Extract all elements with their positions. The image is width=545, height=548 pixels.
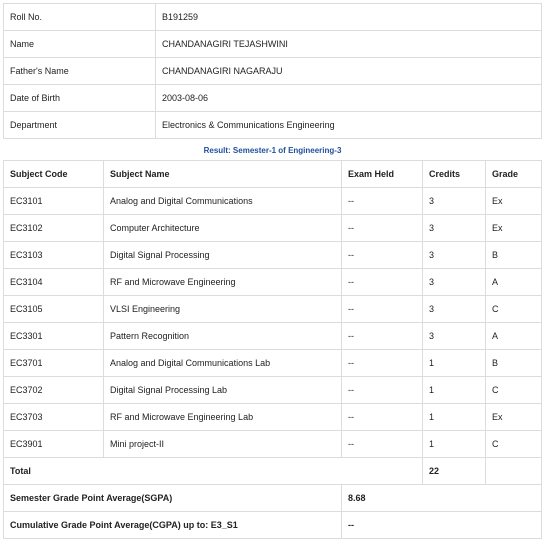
subject-exam-cell: -- bbox=[342, 431, 423, 458]
table-row bbox=[4, 323, 542, 350]
subject-name-cell: RF and Microwave Engineering Lab bbox=[104, 404, 342, 431]
subject-grade-cell: A bbox=[486, 323, 542, 350]
name-value: CHANDANAGIRI TEJASHWINI bbox=[156, 31, 542, 58]
total-credits: 22 bbox=[423, 458, 486, 485]
table-row bbox=[4, 296, 542, 323]
header-credits: Credits bbox=[423, 161, 486, 188]
cgpa-value: -- bbox=[342, 512, 542, 539]
subject-credits-cell: 1 bbox=[423, 377, 486, 404]
result-title: Result: Semester-1 of Engineering-3 bbox=[203, 146, 342, 155]
subject-code-cell: EC3104 bbox=[4, 269, 104, 296]
header-subject-code: Subject Code bbox=[4, 161, 104, 188]
sgpa-value: 8.68 bbox=[342, 485, 542, 512]
info-row-roll bbox=[4, 4, 542, 31]
subject-credits-cell: 1 bbox=[423, 350, 486, 377]
cgpa-row bbox=[4, 512, 542, 539]
table-row bbox=[4, 215, 542, 242]
subject-grade-cell: Ex bbox=[486, 188, 542, 215]
header-exam-held: Exam Held bbox=[342, 161, 423, 188]
subject-code-cell: EC3105 bbox=[4, 296, 104, 323]
subject-credits-cell: 3 bbox=[423, 242, 486, 269]
subject-grade-cell: C bbox=[486, 431, 542, 458]
subject-exam-cell: -- bbox=[342, 350, 423, 377]
table-row bbox=[4, 242, 542, 269]
table-row bbox=[4, 404, 542, 431]
subject-code-cell: EC3301 bbox=[4, 323, 104, 350]
father-label: Father's Name bbox=[4, 58, 156, 85]
subject-credits-cell: 3 bbox=[423, 269, 486, 296]
father-value: CHANDANAGIRI NAGARAJU bbox=[156, 58, 542, 85]
subject-exam-cell: -- bbox=[342, 404, 423, 431]
subject-name-cell: Digital Signal Processing Lab bbox=[104, 377, 342, 404]
subject-code-cell: EC3703 bbox=[4, 404, 104, 431]
info-row-dob bbox=[4, 85, 542, 112]
subject-exam-cell: -- bbox=[342, 242, 423, 269]
dob-label: Date of Birth bbox=[4, 85, 156, 112]
table-row bbox=[4, 431, 542, 458]
subject-name-cell: Analog and Digital Communications bbox=[104, 188, 342, 215]
table-row bbox=[4, 188, 542, 215]
subject-grade-cell: C bbox=[486, 296, 542, 323]
dept-value: Electronics & Communications Engineering bbox=[156, 112, 542, 139]
student-info-table bbox=[3, 3, 542, 139]
subject-name-cell: RF and Microwave Engineering bbox=[104, 269, 342, 296]
header-subject-name: Subject Name bbox=[104, 161, 342, 188]
subject-code-cell: EC3101 bbox=[4, 188, 104, 215]
sgpa-row bbox=[4, 485, 542, 512]
roll-label: Roll No. bbox=[4, 4, 156, 31]
total-label: Total bbox=[4, 458, 423, 485]
results-table bbox=[3, 160, 542, 539]
subject-exam-cell: -- bbox=[342, 215, 423, 242]
name-label: Name bbox=[4, 31, 156, 58]
cgpa-label: Cumulative Grade Point Average(CGPA) up to: E3_S1 bbox=[4, 512, 342, 539]
subject-credits-cell: 1 bbox=[423, 404, 486, 431]
subject-exam-cell: -- bbox=[342, 323, 423, 350]
subject-grade-cell: Ex bbox=[486, 215, 542, 242]
sgpa-label: Semester Grade Point Average(SGPA) bbox=[4, 485, 342, 512]
subject-grade-cell: Ex bbox=[486, 404, 542, 431]
roll-value: B191259 bbox=[156, 4, 542, 31]
table-row bbox=[4, 377, 542, 404]
subject-code-cell: EC3103 bbox=[4, 242, 104, 269]
table-row bbox=[4, 269, 542, 296]
subject-name-cell: VLSI Engineering bbox=[104, 296, 342, 323]
subject-name-cell: Mini project-II bbox=[104, 431, 342, 458]
subject-code-cell: EC3102 bbox=[4, 215, 104, 242]
subject-exam-cell: -- bbox=[342, 377, 423, 404]
subject-exam-cell: -- bbox=[342, 188, 423, 215]
subject-code-cell: EC3701 bbox=[4, 350, 104, 377]
subject-credits-cell: 1 bbox=[423, 431, 486, 458]
subject-name-cell: Pattern Recognition bbox=[104, 323, 342, 350]
subject-credits-cell: 3 bbox=[423, 215, 486, 242]
dept-label: Department bbox=[4, 112, 156, 139]
subject-name-cell: Analog and Digital Communications Lab bbox=[104, 350, 342, 377]
subject-name-cell: Computer Architecture bbox=[104, 215, 342, 242]
subject-credits-cell: 3 bbox=[423, 296, 486, 323]
subject-exam-cell: -- bbox=[342, 296, 423, 323]
subject-grade-cell: A bbox=[486, 269, 542, 296]
subject-credits-cell: 3 bbox=[423, 323, 486, 350]
subject-rows bbox=[4, 188, 542, 458]
info-row-department bbox=[4, 112, 542, 139]
subject-credits-cell: 3 bbox=[423, 188, 486, 215]
subject-grade-cell: B bbox=[486, 242, 542, 269]
info-row-name bbox=[4, 31, 542, 58]
header-grade: Grade bbox=[486, 161, 542, 188]
subject-exam-cell: -- bbox=[342, 269, 423, 296]
total-row bbox=[4, 458, 542, 485]
results-header-row bbox=[4, 161, 542, 188]
subject-grade-cell: C bbox=[486, 377, 542, 404]
dob-value: 2003-08-06 bbox=[156, 85, 542, 112]
subject-code-cell: EC3901 bbox=[4, 431, 104, 458]
table-row bbox=[4, 350, 542, 377]
info-row-father bbox=[4, 58, 542, 85]
total-grade-empty bbox=[486, 458, 542, 485]
subject-code-cell: EC3702 bbox=[4, 377, 104, 404]
subject-name-cell: Digital Signal Processing bbox=[104, 242, 342, 269]
subject-grade-cell: B bbox=[486, 350, 542, 377]
